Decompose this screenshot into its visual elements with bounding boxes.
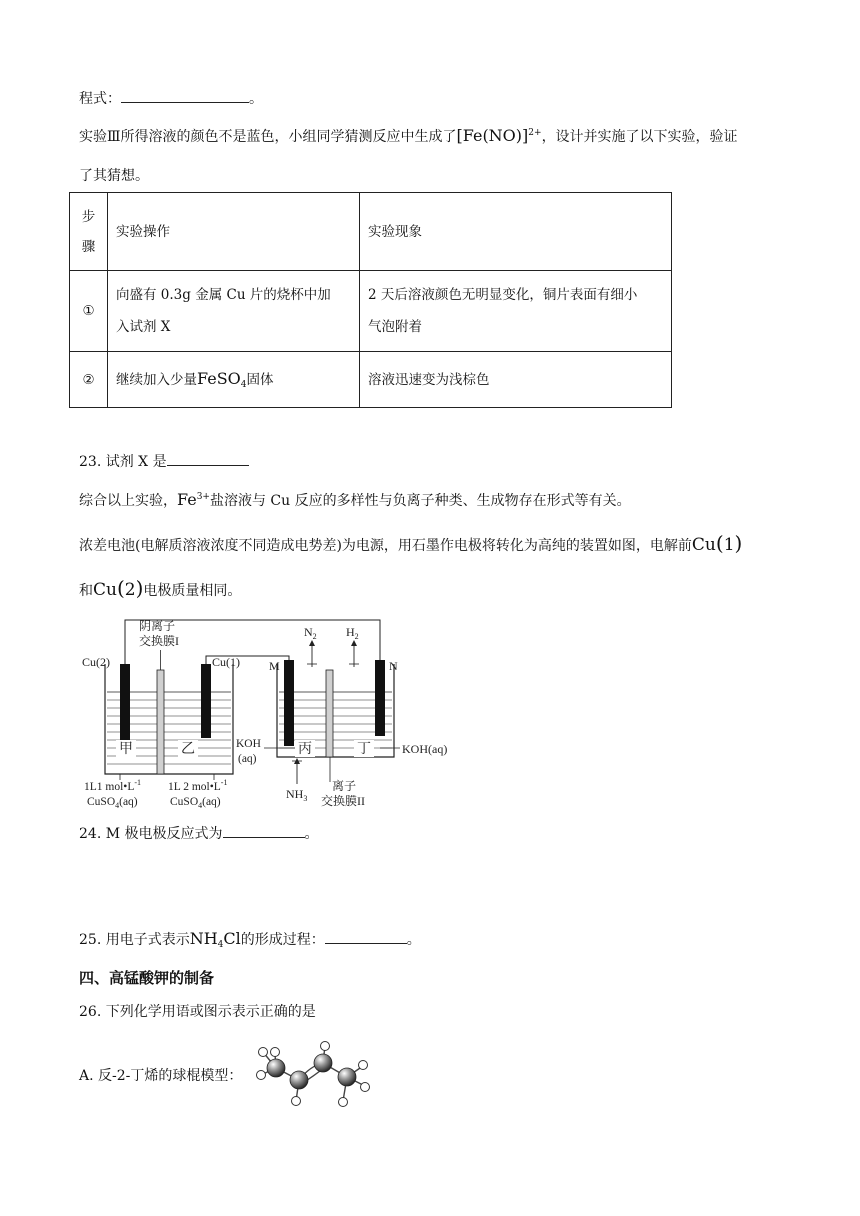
answer-blank[interactable]: [121, 88, 249, 103]
label-sol1-line1: 1L1 $mol•L^{-1}$: [84, 778, 142, 793]
carbon-atoms: [267, 1054, 356, 1089]
question-25: 25. 用电子式表示$NH_4Cl$的形成过程： 。: [79, 929, 421, 950]
formula-feso4: FeSO$_4$: [197, 369, 247, 390]
label-cu2: Cu(2): [82, 655, 110, 669]
row-operation: 向盛有 0.3g 金属 Cu 片的烧杯中加 入试剂 X: [108, 271, 360, 352]
answer-blank[interactable]: [223, 823, 305, 838]
paragraph-cell-cont: 和Cu(2)电极质量相同。: [79, 576, 242, 600]
label-koh-left-2: (aq): [238, 753, 257, 765]
label-bing: 丙: [298, 742, 312, 757]
membrane-anion-exchange: [157, 670, 164, 774]
row-step: ①: [70, 271, 108, 352]
label-nh3: $NH_3$: [286, 787, 308, 803]
formula-cu2: Cu(2): [93, 576, 144, 600]
label-membrane2-line2: 交换膜II: [321, 794, 365, 808]
question-23: 23. 试剂 X 是: [79, 451, 249, 472]
experiment-table: [69, 192, 672, 408]
formula-cu1: Cu(1): [691, 531, 743, 555]
row-operation: 继续加入少量FeSO$_4$固体: [108, 352, 360, 408]
electrode-m: [284, 660, 294, 746]
question-26: 26. 下列化学用语或图示表示正确的是: [79, 1004, 316, 1020]
paragraph-hypothesis: 实验Ⅲ所得溶液的颜色不是蓝色，小组同学猜测反应中生成了$[Fe(NO)]^{2+}$，设计并实施了以下实验，验证: [79, 126, 738, 145]
header-operation: 实验操作: [108, 193, 360, 271]
label-koh-left-1: KOH: [236, 738, 261, 750]
option-a[interactable]: A. 反-2-丁烯的球棍模型：: [79, 1068, 243, 1084]
label-cu1: Cu(1): [212, 655, 240, 669]
header-phenomenon: 实验现象: [360, 193, 672, 271]
electrolysis-diagram: [80, 612, 470, 812]
formula-fe-no: $[Fe(NO)]^{2+}$: [456, 126, 542, 145]
label-membrane1-line1: 阴离子: [139, 619, 176, 633]
table-header-row: [70, 193, 672, 271]
question-24: 24. M 极电极反应式为 。: [79, 823, 319, 844]
header-step: 步骤: [70, 193, 108, 271]
answer-line-equation: 程式： 。: [79, 88, 263, 109]
label-membrane2-line1: 离子: [332, 779, 357, 793]
paragraph-cell: 浓差电池(电解质溶液浓度不同造成电势差)为电源，用石墨作电极将转化为高纯的装置如图，电解前Cu(1): [79, 531, 743, 555]
label-m: M: [269, 659, 280, 673]
label-membrane1-line2: 交换膜I: [139, 634, 179, 648]
label-jia: 甲: [119, 742, 133, 757]
table-row: [70, 271, 672, 352]
electrode-cu2: [120, 664, 130, 748]
electrode-n: [375, 660, 385, 736]
membrane-ion-exchange: [326, 670, 333, 757]
table-row: [70, 352, 672, 408]
answer-blank[interactable]: [325, 929, 407, 944]
label-yi: 乙: [181, 742, 195, 757]
electrode-cu1: [201, 664, 211, 738]
ball-and-stick-model: [252, 1040, 374, 1110]
formula-nh4cl: $NH_4Cl$: [189, 929, 241, 950]
label-h2: $H_2$: [346, 625, 359, 641]
row-phenomenon: 溶液迅速变为浅棕色: [360, 352, 672, 408]
formula-fe3: $Fe^{3+}$: [177, 490, 210, 509]
label-ding: 丁: [357, 742, 371, 757]
label-n: N: [389, 659, 398, 673]
label-koh-right: KOH(aq): [402, 742, 448, 756]
label-n2: $N_2$: [304, 625, 317, 641]
paragraph-hypothesis-cont: 了其猜想。: [79, 168, 149, 184]
label-sol1-line2: CuSO$_4$(aq): [87, 796, 138, 810]
label-sol2-line2: CuSO$_4$(aq): [170, 796, 221, 810]
summary-line: 综合以上实验，$Fe^{3+}$盐溶液与 Cu 反应的多样性与负离子种类、生成物存在形式等有关。: [79, 490, 631, 509]
label-sol2-line1: 1L 2 $mol•L^{-1}$: [168, 778, 228, 793]
row-step: ②: [70, 352, 108, 408]
section-title: 四、高锰酸钾的制备: [79, 969, 215, 987]
answer-blank[interactable]: [167, 451, 249, 466]
row-phenomenon: 2 天后溶液颜色无明显变化，铜片表面有细小 气泡附着: [360, 271, 672, 352]
